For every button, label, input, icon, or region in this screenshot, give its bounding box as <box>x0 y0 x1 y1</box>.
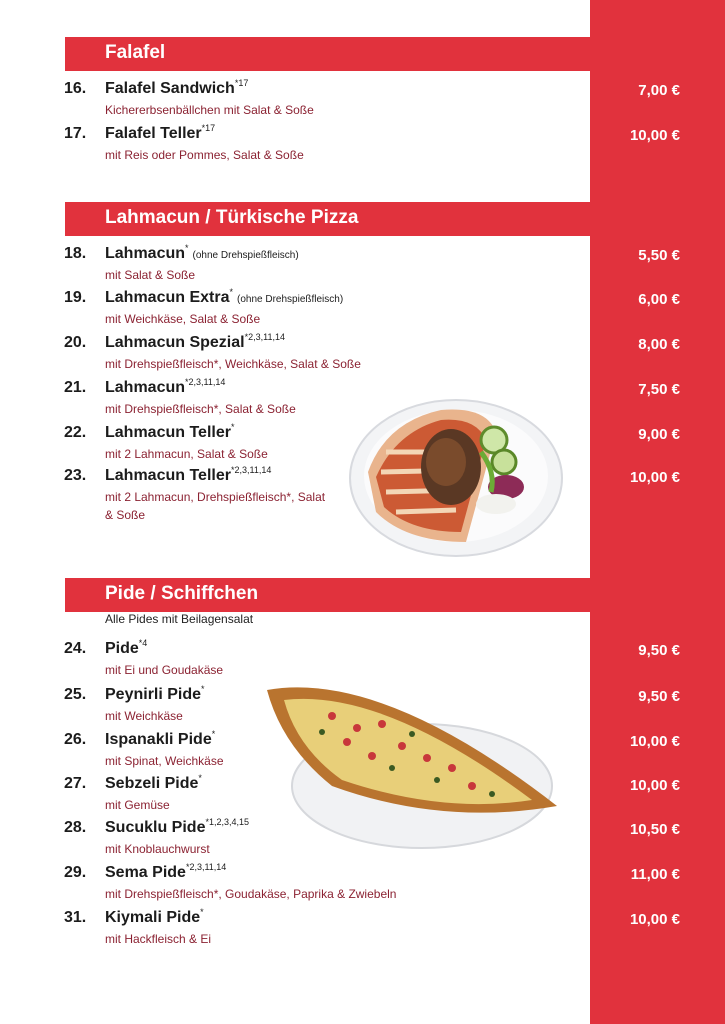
menu-item <box>0 819 725 863</box>
item-description: mit 2 Lahmacun, Salat & Soße <box>105 447 268 461</box>
section-header-lahmacun <box>65 202 590 236</box>
item-number: 16. <box>64 80 87 97</box>
item-number: 23. <box>64 467 87 484</box>
item-price: 6,00 € <box>638 291 680 308</box>
item-price: 7,00 € <box>638 82 680 99</box>
item-description: mit Weichkäse, Salat & Soße <box>105 312 261 326</box>
menu-item <box>0 775 725 819</box>
item-price: 5,50 € <box>638 247 680 264</box>
menu-item <box>0 686 725 730</box>
item-number: 26. <box>64 731 87 748</box>
item-allergen-codes: * <box>211 729 216 739</box>
item-number: 19. <box>64 289 87 306</box>
item-name-text: Kiymali Pide <box>105 909 201 926</box>
menu-item <box>0 731 725 775</box>
item-number: 25. <box>64 686 87 703</box>
item-price: 7,50 € <box>638 381 680 398</box>
item-allergen-codes: * <box>200 907 204 917</box>
item-allergen-codes: *2,3,11,14 <box>185 862 227 872</box>
item-name <box>105 334 285 352</box>
item-name-text: Lahmacun Teller <box>105 467 231 484</box>
item-allergen-codes: * <box>201 684 205 694</box>
item-allergen-codes: *1,2,3,4,15 <box>205 817 250 827</box>
item-allergen-codes: *2,3,11,14 <box>244 332 285 342</box>
item-allergen-codes: *2,3,11,14 <box>185 377 226 387</box>
section-title: Pide / Schiffchen <box>105 583 259 604</box>
item-name <box>105 775 202 793</box>
item-price: 9,50 € <box>638 688 680 705</box>
item-description: mit Spinat, Weichkäse <box>105 754 224 768</box>
menu-item <box>0 909 725 953</box>
item-number: 24. <box>64 640 87 657</box>
item-note: (ohne Drehspießfleisch) <box>192 250 299 261</box>
item-allergen-codes: *4 <box>138 638 148 648</box>
item-number: 17. <box>64 125 87 142</box>
menu-item <box>0 80 725 124</box>
menu-item <box>0 334 725 378</box>
item-name-text: Lahmacun <box>105 245 186 262</box>
item-description: mit 2 Lahmacun, Drehspießfleisch*, Salat & Soße <box>105 490 326 522</box>
item-name <box>105 731 215 749</box>
item-name-text: Sebzeli Pide <box>105 775 199 792</box>
item-price: 8,00 € <box>638 336 680 353</box>
item-number: 29. <box>64 864 87 881</box>
item-number: 20. <box>64 334 87 351</box>
item-price: 10,00 € <box>629 469 680 486</box>
item-name <box>105 467 271 485</box>
item-name <box>105 80 248 98</box>
item-allergen-codes: * <box>185 243 189 253</box>
item-name <box>105 125 215 143</box>
item-name-text: Lahmacun Spezial <box>105 334 245 351</box>
item-name <box>105 909 204 927</box>
item-name-text: Lahmacun Extra <box>105 289 230 306</box>
item-price: 9,50 € <box>638 642 680 659</box>
item-name-text: Sucuklu Pide <box>105 819 206 836</box>
item-allergen-codes: *17 <box>234 78 249 88</box>
item-price: 10,00 € <box>629 777 680 794</box>
item-name-text: Falafel Sandwich <box>105 80 235 97</box>
item-description: mit Reis oder Pommes, Salat & Soße <box>105 148 304 162</box>
item-name-text: Ispanakli Pide <box>105 731 212 748</box>
item-description: Kichererbsenbällchen mit Salat & Soße <box>105 103 314 117</box>
item-price: 9,00 € <box>638 426 680 443</box>
item-name-text: Lahmacun <box>105 379 186 396</box>
item-allergen-codes: * <box>229 287 233 297</box>
item-description: mit Drehspießfleisch*, Salat & Soße <box>105 402 296 416</box>
item-price: 10,00 € <box>629 733 680 750</box>
lahmacun-plate-photo <box>346 392 566 562</box>
item-allergen-codes: *17 <box>201 123 216 133</box>
item-description: mit Drehspießfleisch*, Goudakäse, Paprika & Zwiebeln <box>105 887 397 901</box>
item-description: mit Drehspießfleisch*, Weichkäse, Salat & Soße <box>105 357 361 371</box>
item-number: 18. <box>64 245 87 262</box>
item-name-text: Sema Pide <box>105 864 186 881</box>
section-title: Falafel <box>105 42 166 63</box>
item-name <box>105 819 249 837</box>
menu-item <box>0 289 725 333</box>
item-number: 31. <box>64 909 87 926</box>
item-name <box>105 245 299 263</box>
item-name <box>105 864 226 882</box>
item-name <box>105 379 225 397</box>
item-allergen-codes: * <box>230 422 235 432</box>
item-price: 10,50 € <box>629 821 680 838</box>
item-name-text: Falafel Teller <box>105 125 202 142</box>
item-name-text: Peynirli Pide <box>105 686 202 703</box>
item-description: mit Ei und Goudakäse <box>105 663 224 677</box>
item-name-text: Lahmacun Teller <box>105 424 231 441</box>
item-allergen-codes: * <box>198 773 202 783</box>
menu-item <box>0 125 725 169</box>
item-price: 10,00 € <box>629 127 680 144</box>
section-header-falafel <box>65 37 590 71</box>
item-number: 27. <box>64 775 87 792</box>
section-header-pide <box>65 578 590 612</box>
item-name <box>105 424 234 442</box>
item-name <box>105 289 343 307</box>
menu-item <box>0 245 725 289</box>
item-name <box>105 686 205 704</box>
menu-item <box>0 864 725 908</box>
item-note: (ohne Drehspießfleisch) <box>237 294 344 305</box>
item-description: mit Knoblauchwurst <box>105 842 210 856</box>
menu-item <box>0 640 725 684</box>
item-name-text: Pide <box>105 640 139 657</box>
item-price: 11,00 € <box>630 866 680 883</box>
item-number: 22. <box>64 424 87 441</box>
item-name <box>105 640 147 658</box>
item-description: mit Weichkäse <box>105 709 183 723</box>
item-description: mit Hackfleisch & Ei <box>105 932 212 946</box>
item-number: 28. <box>64 819 87 836</box>
item-number: 21. <box>64 379 87 396</box>
section-subtitle: Alle Pides mit Beilagensalat <box>105 612 254 626</box>
section-title: Lahmacun / Türkische Pizza <box>105 207 359 228</box>
item-description: mit Gemüse <box>105 798 170 812</box>
item-price: 10,00 € <box>629 911 680 928</box>
item-allergen-codes: *2,3,11,14 <box>230 465 272 475</box>
item-description: mit Salat & Soße <box>105 268 196 282</box>
